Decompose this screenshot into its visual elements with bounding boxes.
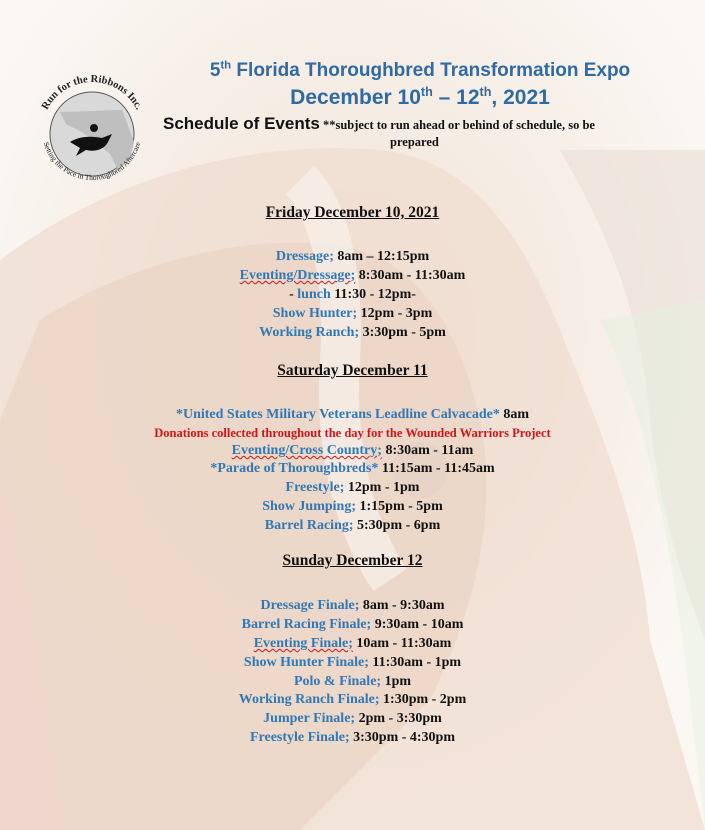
saturday-item: *Parade of Thoroughbreds* 11:15am - 11:45am xyxy=(210,461,495,476)
sunday-item: Jumper Finale; 2pm - 3:30pm xyxy=(263,711,442,726)
sunday-item: Working Ranch Finale; 1:30pm - 2pm xyxy=(238,692,467,707)
saturday-heading: Saturday December 11 xyxy=(277,362,428,379)
expo-title: 5th Florida Thoroughbred Transformation Expo xyxy=(209,59,631,81)
schedule-heading: Schedule of Events **subject to run ahead or behind of schedule, so be xyxy=(163,114,595,133)
saturday-item: Freestyle; 12pm - 1pm xyxy=(285,480,420,495)
veterans-calvacade: *United States Military Veterans Leadline Calvacade* 8am xyxy=(175,407,530,422)
saturday-item: Eventing/Cross Country; 8:30am - 11am xyxy=(231,443,474,458)
friday-heading: Friday December 10, 2021 xyxy=(265,204,440,221)
logo-text-top: Run for the Ribbons Inc. xyxy=(39,73,145,112)
sunday-item: Eventing Finale; 10am - 11:30am xyxy=(253,636,452,651)
logo-text-bottom: Setting the Pace in Thoroughbred Aftercare xyxy=(41,140,143,183)
expo-dates: December 10th – 12th, 2021 xyxy=(290,85,550,109)
sunday-item: Dressage Finale; 8am - 9:30am xyxy=(260,598,445,613)
sunday-item: Freestyle Finale; 3:30pm - 4:30pm xyxy=(249,730,456,745)
friday-item: Working Ranch; 3:30pm - 5pm xyxy=(259,325,446,340)
sunday-item: Polo & Finale; 1pm xyxy=(293,674,412,689)
friday-item: Show Hunter; 12pm - 3pm xyxy=(272,306,433,321)
schedule-note-cont: prepared xyxy=(390,135,439,149)
saturday-item: Show Jumping; 1:15pm - 5pm xyxy=(262,499,443,514)
friday-item: - lunch 11:30 - 12pm- xyxy=(289,287,416,302)
sunday-item: Show Hunter Finale; 11:30am - 1pm xyxy=(243,655,462,670)
sunday-heading: Sunday December 12 xyxy=(282,552,423,569)
schedule-note: **subject to run ahead or behind of schedule, so be xyxy=(319,118,595,132)
friday-item: Dressage; 8am – 12:15pm xyxy=(275,249,430,264)
saturday-item: Barrel Racing; 5:30pm - 6pm xyxy=(264,518,441,533)
sunday-item: Barrel Racing Finale; 9:30am - 10am xyxy=(241,617,464,632)
run-for-the-ribbons-logo xyxy=(22,62,162,202)
donations-notice: Donations collected throughout the day for the Wounded Warriors Project xyxy=(154,426,551,440)
friday-item: Eventing/Dressage; 8:30am - 11:30am xyxy=(239,268,466,283)
